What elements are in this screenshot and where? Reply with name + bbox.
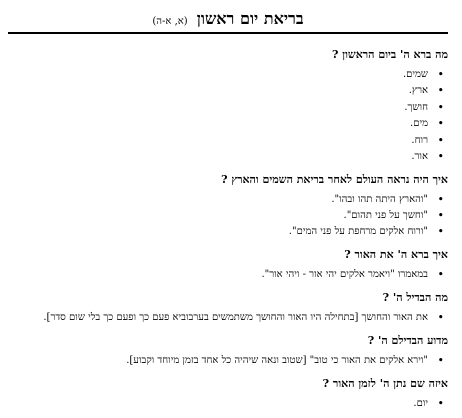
section-creation-of-light <box>8 248 448 283</box>
title-main: בריאת יום ראשון <box>196 9 304 28</box>
section-name-of-light <box>8 377 448 412</box>
list-item: • שמים. <box>8 67 428 83</box>
list-item: • "וחשך על פני תהום". <box>8 208 428 224</box>
answer-list <box>8 396 448 412</box>
page-title <box>8 6 448 34</box>
question-heading: מה ברא ה' ביום הראשון ? <box>332 48 448 61</box>
list-item: • רוח. <box>8 133 428 149</box>
list-item: • "והארץ היתה תהו ובהו". <box>8 192 428 208</box>
section-first-day-creations <box>8 48 448 165</box>
section-separation-reason <box>8 334 448 369</box>
list-item: • אור. <box>8 149 428 165</box>
list-item: • מים. <box>8 116 428 132</box>
list-item: • חושך. <box>8 100 428 116</box>
question-heading: מה הבדיל ה' ? <box>382 291 448 305</box>
answer-list <box>8 310 448 326</box>
list-item: • במאמרו "ויאמר אלקים יהי אור - ויהי אור". <box>8 267 428 283</box>
section-world-appearance <box>8 173 448 240</box>
question-heading: איך היה נראה העולם לאחר בריאת השמים והארץ ? <box>221 173 448 187</box>
answer-list <box>8 353 448 369</box>
list-item: • יום. <box>8 396 428 412</box>
list-item: • "ורוח אלקים מרחפת על פני המים". <box>8 224 428 240</box>
question-heading: איך ברא ה' את האור ? <box>344 248 448 262</box>
question-heading: איזה שם נתן ה' לזמן האור ? <box>322 377 448 391</box>
list-item: • ארץ. <box>8 83 428 99</box>
document-page <box>0 6 462 418</box>
answer-list <box>8 267 448 283</box>
title-verse-reference: (א, א-ה) <box>152 16 188 27</box>
answer-list <box>8 67 448 165</box>
list-item: • "וירא אלקים את האור כי טוב" [שטוב ונאה שיהיה כל אחד בזמן מיוחד וקבוע]. <box>8 353 428 369</box>
question-heading: מדוע הבדילם ה' ? <box>367 334 448 348</box>
list-item: • את האור והחושך [בתחילה היו האור והחושך משתמשים בערבוביא פעם כך ופעם כך בלי שום סדר]. <box>8 310 428 326</box>
section-separation <box>8 291 448 326</box>
answer-list <box>8 192 448 240</box>
